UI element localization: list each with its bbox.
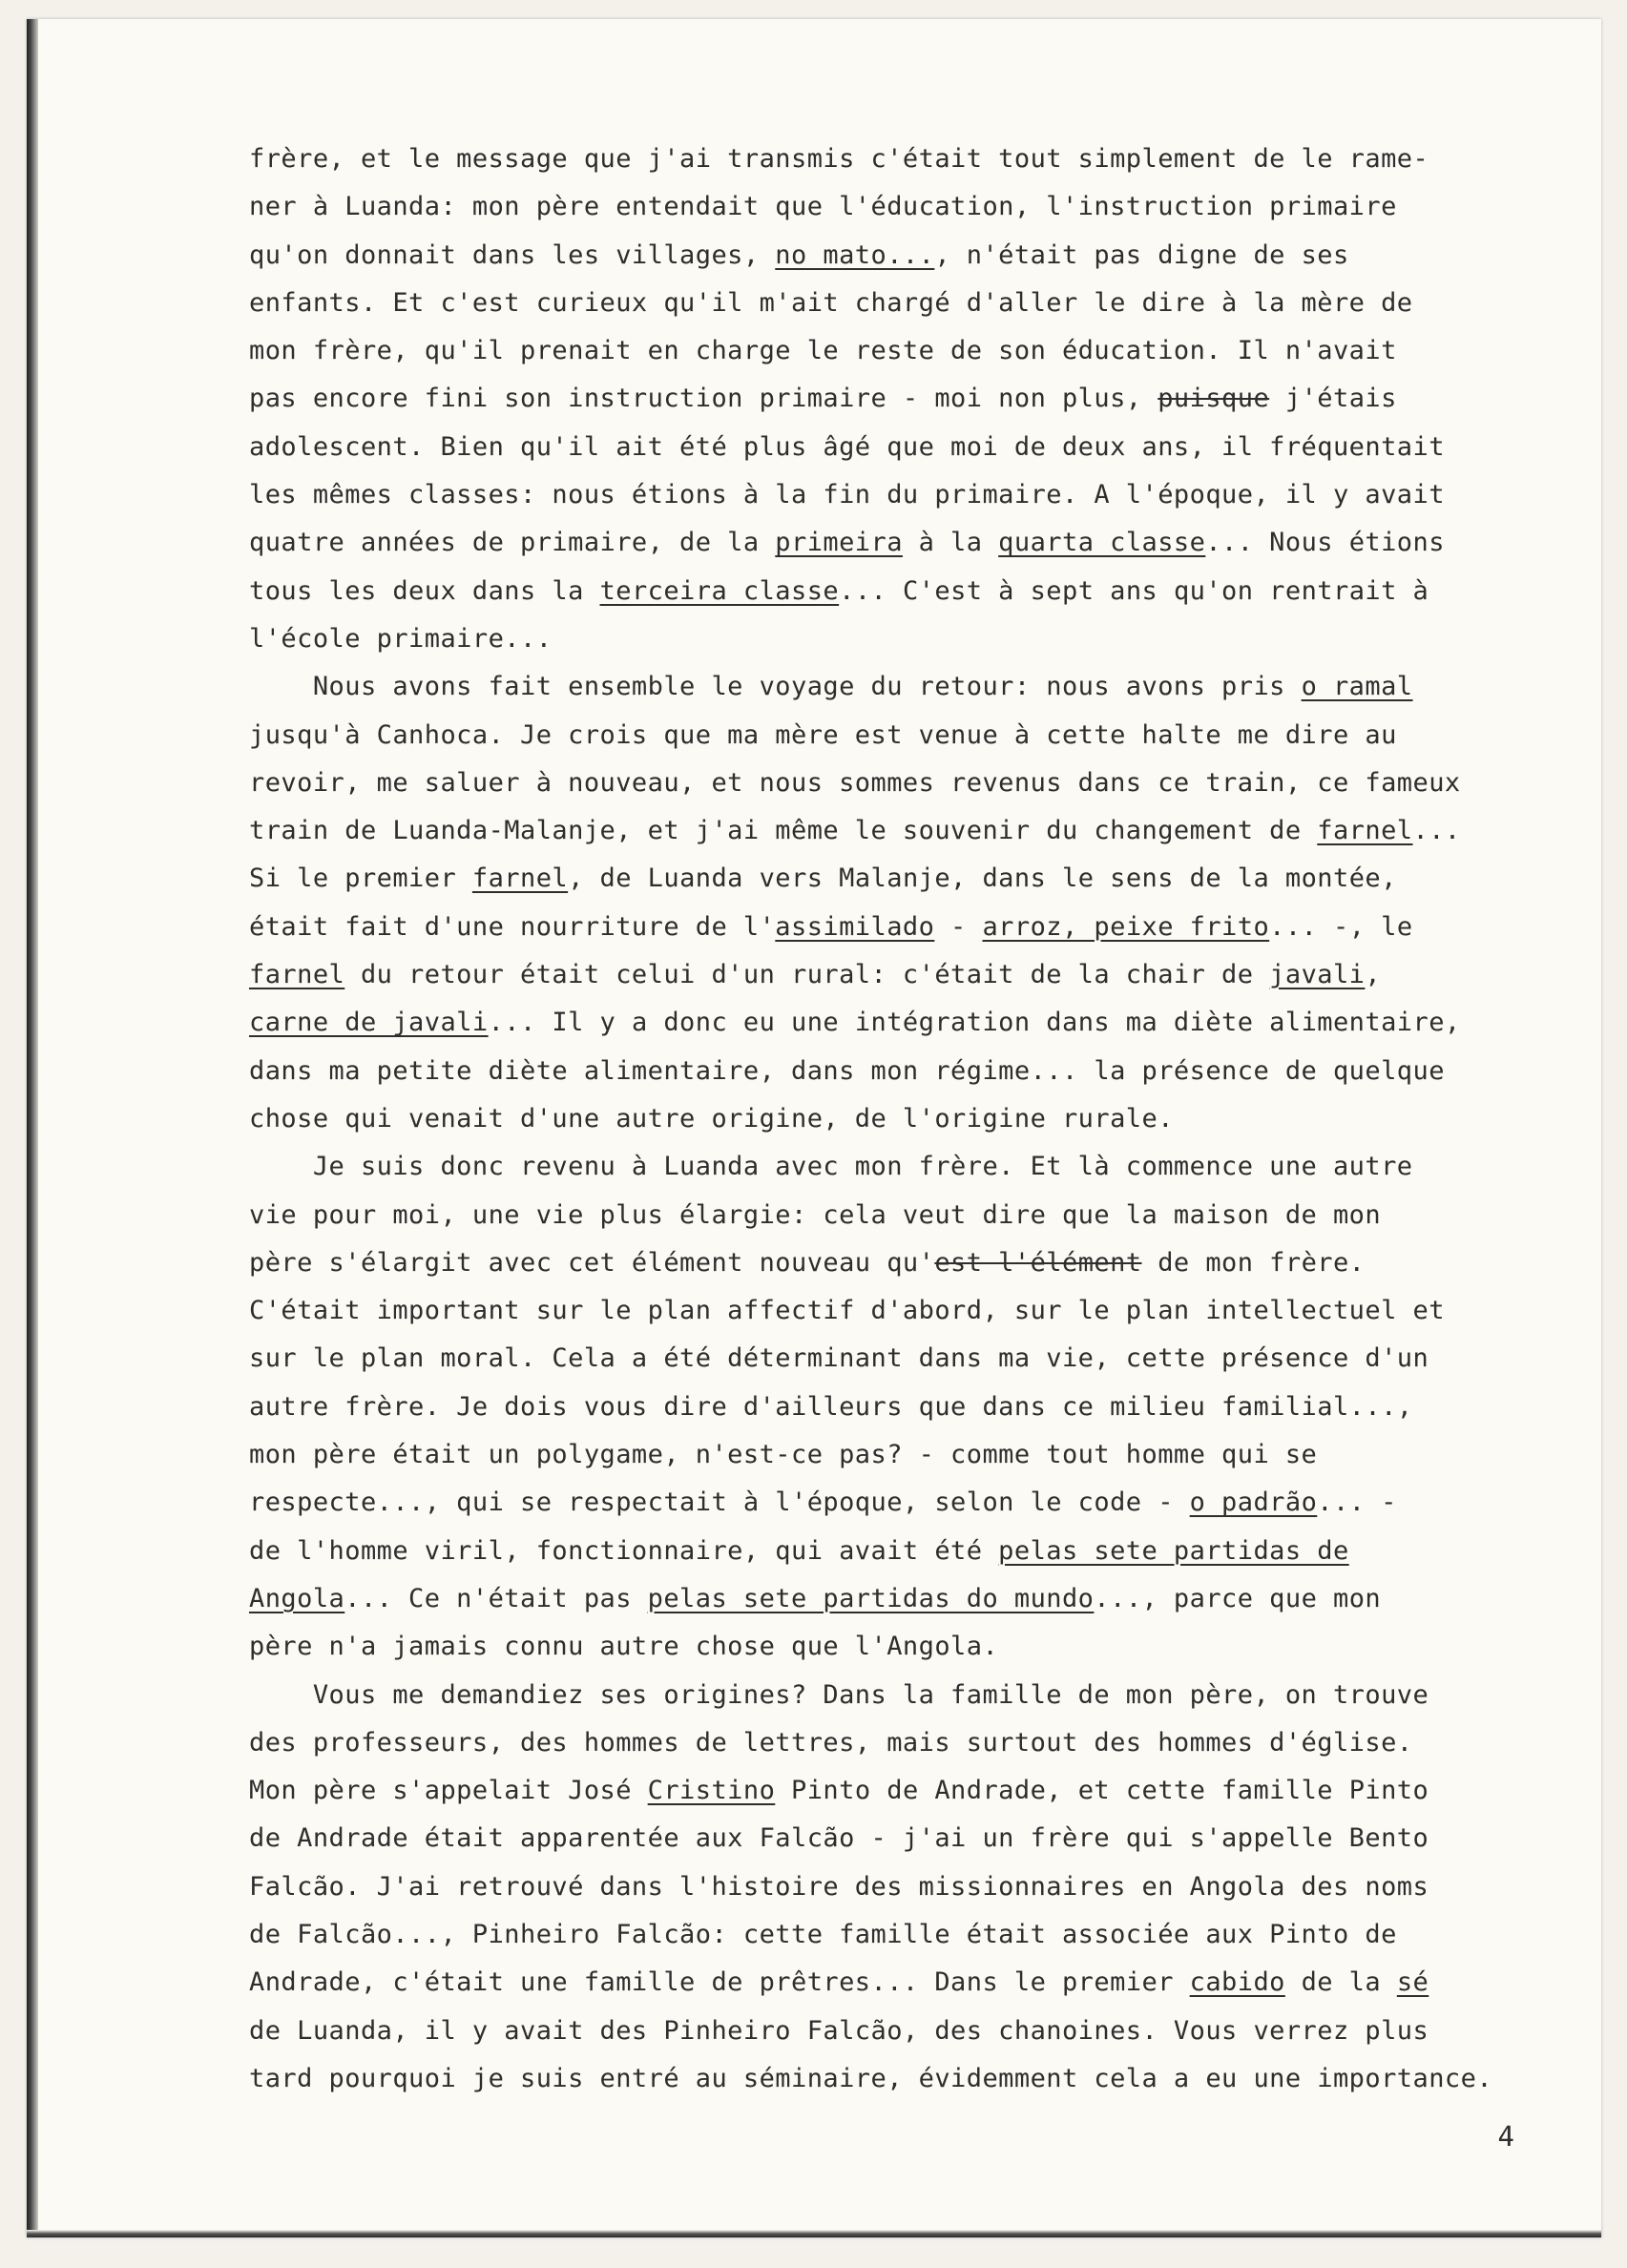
text-segment: Vous me demandiez ses origines? Dans la famille de mon père, on trouve	[249, 1679, 1429, 1710]
text-line	[249, 1528, 1585, 1575]
text-segment: de l'homme viril, fonctionnaire, qui avait été	[249, 1535, 999, 1566]
struck-text: est l'élément	[934, 1247, 1142, 1278]
text-segment: l'école primaire...	[249, 623, 553, 654]
text-line	[249, 759, 1585, 807]
text-line	[249, 1575, 1585, 1623]
text-line	[249, 1431, 1585, 1479]
text-segment: mon frère, qu'il prenait en charge le reste de son éducation. Il n'avait	[249, 336, 1397, 366]
text-segment: chose qui venait d'une autre origine, de l'origine rurale.	[249, 1103, 1174, 1134]
text-segment: ... C'est à sept ans qu'on rentrait à	[839, 575, 1429, 606]
text-segment: de Andrade était apparentée aux Falcão - j'ai un frère qui s'appelle Bento	[249, 1823, 1429, 1854]
text-line	[249, 1623, 1585, 1671]
text-line	[249, 1815, 1585, 1862]
text-line	[249, 2008, 1585, 2055]
text-segment: vie pour moi, une vie plus élargie: cela veut dire que la maison de mon	[249, 1199, 1382, 1230]
text-segment: j'étais	[1269, 384, 1397, 414]
text-line	[249, 1911, 1585, 1959]
text-segment: respecte..., qui se respectait à l'époque, selon le code -	[249, 1488, 1190, 1518]
text-segment: tard pourquoi je suis entré au séminaire, évidemment cela a eu une importance.	[249, 2063, 1493, 2093]
text-segment: les mêmes classes: nous étions à la fin du primaire. A l'époque, il y avait	[249, 480, 1445, 510]
underlined-term: farnel	[1317, 816, 1413, 846]
text-line	[249, 712, 1585, 759]
text-line	[249, 1672, 1585, 1719]
underlined-term: farnel	[471, 864, 569, 894]
underlined-term: assimilado	[775, 911, 935, 942]
text-segment: ... -	[1317, 1488, 1397, 1518]
text-line	[249, 855, 1585, 903]
text-line	[249, 471, 1585, 519]
text-segment: , n'était pas digne de ses	[934, 239, 1349, 270]
text-segment: jusqu'à Canhoca. Je crois que ma mère est venue à cette halte me dire au	[249, 719, 1397, 750]
text-segment: Si le premier	[249, 864, 472, 894]
text-segment: ,	[1365, 960, 1382, 990]
text-segment: , de Luanda vers Malanje, dans le sens de la montée,	[568, 864, 1397, 894]
underlined-term: o ramal	[1301, 672, 1413, 702]
text-segment: ... Nous étions	[1205, 528, 1445, 558]
text-segment: ...	[1412, 816, 1461, 846]
underlined-term: cabido	[1189, 1967, 1285, 1998]
text-line	[249, 280, 1585, 327]
text-segment: de la	[1284, 1967, 1397, 1998]
underlined-term: javali	[1269, 960, 1366, 990]
text-line	[249, 232, 1585, 280]
underlined-term: primeira	[775, 528, 903, 558]
text-segment: ... -, le	[1269, 911, 1413, 942]
text-segment: revoir, me saluer à nouveau, et nous sommes revenus dans ce train, ce fameux	[249, 767, 1461, 798]
text-segment: du retour était celui d'un rural: c'était de la chair de	[344, 960, 1270, 990]
text-line	[249, 1479, 1585, 1527]
underlined-term: arroz, peixe frito	[982, 911, 1270, 942]
text-line	[249, 135, 1585, 183]
text-line	[249, 1287, 1585, 1335]
text-segment: de Falcão..., Pinheiro Falcão: cette famille était associée aux Pinto de	[249, 1919, 1397, 1949]
text-segment: train de Luanda-Malanje, et j'ai même le souvenir du changement de	[249, 816, 1318, 846]
text-segment: ..., parce que mon	[1094, 1583, 1382, 1613]
text-segment: frère, et le message que j'ai transmis c'était tout simplement de le rame-	[249, 144, 1429, 174]
text-line	[249, 999, 1585, 1047]
text-line	[249, 1719, 1585, 1767]
text-line	[249, 1143, 1585, 1191]
text-segment: Andrade, c'était une famille de prêtres... Dans le premier	[249, 1967, 1190, 1998]
text-segment: ner à Luanda: mon père entendait que l'éducation, l'instruction primaire	[249, 192, 1397, 222]
text-segment: Nous avons fait ensemble le voyage du retour: nous avons pris	[249, 672, 1302, 702]
text-line	[249, 568, 1585, 615]
text-line	[249, 519, 1585, 567]
text-line	[249, 1048, 1585, 1095]
text-line	[249, 807, 1585, 855]
text-line	[249, 1863, 1585, 1911]
text-segment: de Luanda, il y avait des Pinheiro Falcão, des chanoines. Vous verrez plus	[249, 2015, 1429, 2046]
text-segment: autre frère. Je dois vous dire d'ailleurs que dans ce milieu familial...,	[249, 1391, 1413, 1422]
underlined-term: o padrão	[1189, 1488, 1318, 1518]
text-segment: père s'élargit avec cet élément nouveau qu'	[249, 1247, 935, 1278]
underlined-term: no mato...	[775, 239, 935, 270]
text-segment: Falcão. J'ai retrouvé dans l'histoire des missionnaires en Angola des noms	[249, 1871, 1429, 1902]
typewritten-text-body	[249, 135, 1585, 2103]
text-segment: C'était important sur le plan affectif d'abord, sur le plan intellectuel et	[249, 1296, 1445, 1326]
text-segment: enfants. Et c'est curieux qu'il m'ait chargé d'aller le dire à la mère de	[249, 287, 1413, 318]
underlined-term: Cristino	[647, 1776, 776, 1806]
underlined-term: pelas sete partidas de	[998, 1535, 1349, 1566]
text-line	[249, 1959, 1585, 2007]
text-segment: des professeurs, des hommes de lettres, mais surtout des hommes d'église.	[249, 1727, 1413, 1758]
text-line	[249, 615, 1585, 663]
text-segment: de mon frère.	[1141, 1247, 1366, 1278]
text-line	[249, 327, 1585, 375]
underlined-term: Angola	[249, 1583, 345, 1613]
text-segment: Je suis donc revenu à Luanda avec mon frère. Et là commence une autre	[249, 1152, 1413, 1182]
text-segment: Mon père s'appelait José	[249, 1776, 648, 1806]
text-segment: dans ma petite diète alimentaire, dans mon régime... la présence de quelque	[249, 1055, 1445, 1086]
text-segment: sur le plan moral. Cela a été déterminant dans ma vie, cette présence d'un	[249, 1343, 1429, 1374]
underlined-term: quarta classe	[998, 528, 1206, 558]
text-segment: Pinto de Andrade, et cette famille Pinto	[775, 1776, 1429, 1806]
text-line	[249, 1767, 1585, 1815]
text-segment: -	[934, 911, 983, 942]
text-segment: à la	[902, 528, 999, 558]
text-segment: pas encore fini son instruction primaire - moi non plus,	[249, 384, 1158, 414]
text-line	[249, 2055, 1585, 2103]
underlined-term: sé	[1396, 1967, 1429, 1998]
text-line	[249, 951, 1585, 999]
page-binding-edge	[27, 19, 38, 2237]
text-segment: qu'on donnait dans les villages,	[249, 239, 776, 270]
text-segment: ... Il y a donc eu une intégration dans ma diète alimentaire,	[488, 1008, 1461, 1038]
text-line	[249, 1384, 1585, 1431]
text-segment: mon père était un polygame, n'est-ce pas? - comme tout homme qui se	[249, 1440, 1318, 1470]
underlined-term: pelas sete partidas do mundo	[647, 1583, 1095, 1613]
underlined-term: farnel	[249, 960, 345, 990]
text-segment: tous les deux dans la	[249, 575, 600, 606]
text-segment: père n'a jamais connu autre chose que l'Angola.	[249, 1632, 999, 1662]
text-line	[249, 904, 1585, 951]
text-segment: adolescent. Bien qu'il ait été plus âgé que moi de deux ans, il fréquentait	[249, 431, 1445, 462]
text-line	[249, 1095, 1585, 1143]
text-segment: était fait d'une nourriture de l'	[249, 911, 776, 942]
underlined-term: terceira classe	[599, 575, 840, 606]
text-segment: ... Ce n'était pas	[344, 1583, 648, 1613]
text-line	[249, 375, 1585, 423]
text-line	[249, 1239, 1585, 1287]
text-line	[249, 663, 1585, 711]
text-segment: quatre années de primaire, de la	[249, 528, 776, 558]
page-bottom-edge	[27, 2230, 1601, 2237]
text-line	[249, 183, 1585, 231]
text-line	[249, 424, 1585, 471]
struck-text: puisque	[1158, 384, 1270, 414]
underlined-term: carne de javali	[249, 1008, 489, 1038]
text-line	[249, 1335, 1585, 1383]
page-number: 4	[1497, 2120, 1514, 2153]
text-line	[249, 1192, 1585, 1239]
